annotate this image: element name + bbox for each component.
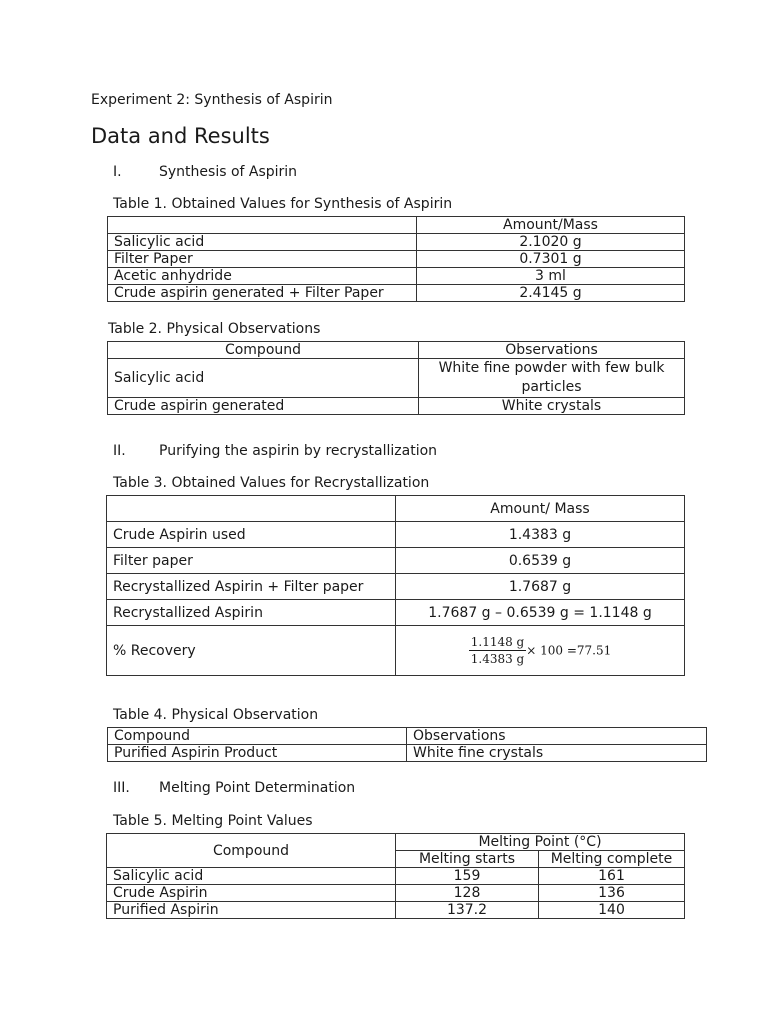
- table-cell: 2.1020 g: [417, 234, 685, 251]
- table-cell: % Recovery: [107, 626, 396, 676]
- section-title: Melting Point Determination: [159, 780, 356, 796]
- table-row: [107, 626, 685, 676]
- table-cell: 159: [396, 868, 539, 885]
- table-row: [108, 359, 685, 398]
- table-synthesis-values: [107, 216, 685, 302]
- table-header-cell: Melting Point (°C): [396, 834, 685, 851]
- table-caption: Table 1. Obtained Values for Synthesis of Aspirin: [113, 196, 453, 212]
- table-header-cell: Observations: [419, 342, 685, 359]
- table-row: [108, 234, 685, 251]
- table-physical-observations: [107, 341, 685, 415]
- formula-rest: × 100 =77.51: [526, 643, 612, 658]
- table-cell: [108, 217, 417, 234]
- table-cell: Crude Aspirin: [107, 885, 396, 902]
- table-cell: Recrystallized Aspirin + Filter paper: [107, 574, 396, 600]
- table-row: [108, 268, 685, 285]
- recovery-formula: [396, 626, 685, 676]
- table-cell: Acetic anhydride: [108, 268, 417, 285]
- table-row: [107, 600, 685, 626]
- table-header-row: [108, 728, 707, 745]
- table-header-cell: Observations: [407, 728, 707, 745]
- fraction: [469, 634, 526, 667]
- section-title: Purifying the aspirin by recrystallization: [159, 443, 438, 459]
- table-header-row: [107, 496, 685, 522]
- table-purified-observation: [107, 727, 707, 762]
- table-cell: Crude aspirin generated: [108, 398, 419, 415]
- table-cell: White fine crystals: [407, 745, 707, 762]
- table-cell: 1.7687 g – 0.6539 g = 1.1148 g: [396, 600, 685, 626]
- table-cell: 0.6539 g: [396, 548, 685, 574]
- section-heading: [113, 443, 437, 459]
- table-cell: 1.7687 g: [396, 574, 685, 600]
- table-header-cell: Melting complete: [539, 851, 685, 868]
- table-row: [108, 285, 685, 302]
- table-header-row: [107, 834, 685, 851]
- table-cell: Salicylic acid: [107, 868, 396, 885]
- section-number: III.: [113, 780, 130, 796]
- table-recrystallization-values: [106, 495, 685, 676]
- table-cell: 140: [539, 902, 685, 919]
- section-heading: [113, 164, 297, 180]
- table-cell: 137.2: [396, 902, 539, 919]
- table-cell: [107, 496, 396, 522]
- table-row: [107, 522, 685, 548]
- table-caption: Table 2. Physical Observations: [108, 321, 321, 337]
- experiment-title: Experiment 2: Synthesis of Aspirin: [91, 92, 333, 108]
- table-caption: Table 3. Obtained Values for Recrystallization: [113, 475, 430, 491]
- table-row: [107, 574, 685, 600]
- table-cell: Filter paper: [107, 548, 396, 574]
- table-cell: Purified Aspirin: [107, 902, 396, 919]
- section-title: Synthesis of Aspirin: [159, 164, 298, 180]
- table-header-row: [108, 217, 685, 234]
- table-header-cell: Compound: [107, 834, 396, 868]
- table-caption: Table 5. Melting Point Values: [113, 813, 313, 829]
- table-header-cell: Amount/Mass: [417, 217, 685, 234]
- table-row: [107, 885, 685, 902]
- fraction-numerator: 1.1148 g: [470, 635, 525, 649]
- table-cell: Salicylic acid: [108, 359, 419, 398]
- table-row: [107, 902, 685, 919]
- table-header-cell: Compound: [108, 342, 419, 359]
- table-melting-points: [106, 833, 685, 919]
- table-cell: 136: [539, 885, 685, 902]
- table-cell: 3 ml: [417, 268, 685, 285]
- table-caption: Table 4. Physical Observation: [113, 707, 319, 723]
- table-cell: Purified Aspirin Product: [108, 745, 407, 762]
- table-cell: Filter Paper: [108, 251, 417, 268]
- table-cell: White fine powder with few bulk particles: [419, 359, 685, 398]
- table-row: [107, 548, 685, 574]
- page-heading: Data and Results: [91, 124, 270, 148]
- table-header-cell: Amount/ Mass: [396, 496, 685, 522]
- table-cell: Recrystallized Aspirin: [107, 600, 396, 626]
- table-cell: 0.7301 g: [417, 251, 685, 268]
- table-header-cell: Compound: [108, 728, 407, 745]
- table-cell: 2.4145 g: [417, 285, 685, 302]
- table-row: [108, 745, 707, 762]
- table-row: [108, 251, 685, 268]
- fraction-denominator: 1.4383 g: [470, 652, 525, 666]
- table-header-cell: Melting starts: [396, 851, 539, 868]
- section-heading: [113, 780, 355, 796]
- table-header-row: [108, 342, 685, 359]
- table-cell: 128: [396, 885, 539, 902]
- section-number: II.: [113, 443, 126, 459]
- table-row: [107, 868, 685, 885]
- table-row: [108, 398, 685, 415]
- table-cell: 1.4383 g: [396, 522, 685, 548]
- table-cell: Crude aspirin generated + Filter Paper: [108, 285, 417, 302]
- table-cell: Salicylic acid: [108, 234, 417, 251]
- table-cell: White crystals: [419, 398, 685, 415]
- table-cell: 161: [539, 868, 685, 885]
- section-number: I.: [113, 164, 122, 180]
- table-cell: Crude Aspirin used: [107, 522, 396, 548]
